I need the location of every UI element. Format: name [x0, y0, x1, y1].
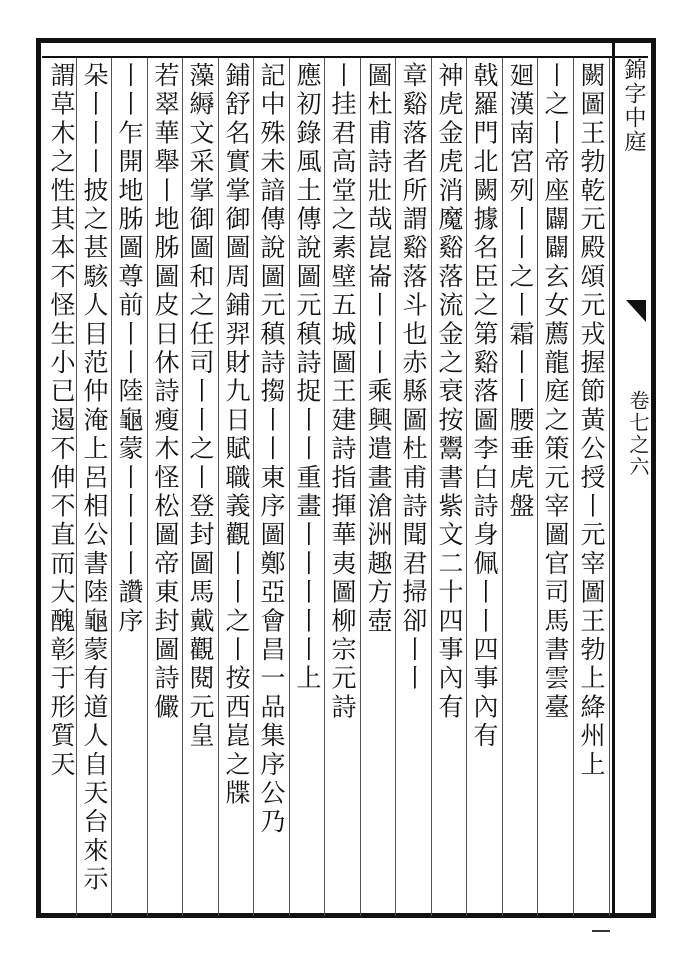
- column-rule: [324, 58, 325, 916]
- column-rule: [537, 58, 538, 916]
- text-column: 戟羅門北闕據名臣之第谿落圖李白詩身佩丨丨四事內有: [470, 62, 499, 751]
- text-column: 若翠華舉丨地胏圖皮日休詩瘦木怪松圖帝東封圖詩儼: [151, 62, 180, 723]
- column-rule: [182, 58, 183, 916]
- text-column: 朵丨丨丨披之甚駭人目范仲淹上呂相公書陸龜蒙有道人自天台來示: [80, 62, 109, 895]
- column-rule: [360, 58, 361, 916]
- folio-mark: [592, 930, 610, 932]
- column-rule: [76, 58, 77, 916]
- page-gutter: [612, 40, 648, 916]
- column-rule: [502, 58, 503, 916]
- text-column: 圖杜甫詩壯哉崑崙丨丨丨乘興遣畫滄洲趣方壺: [364, 62, 393, 636]
- text-column: 藻縟文采掌御圖和之任司丨丨之丨登封圖馬戴觀閱元皇: [186, 62, 215, 751]
- top-rule: [42, 56, 648, 58]
- gutter-title: 錦字中庭: [621, 58, 646, 154]
- column-rule: [147, 58, 148, 916]
- text-column: 記中殊未諳傳說圖元稹詩搊丨丨東序圖鄭亞會昌一品集序公乃: [257, 62, 286, 837]
- column-rule: [289, 58, 290, 916]
- text-column: 丨丨乍開地胏圖尊前丨丨陸龜蒙丨丨丨丨讚序: [115, 62, 144, 636]
- column-rule: [466, 58, 467, 916]
- column-rule: [253, 58, 254, 916]
- text-column: 章谿落者所謂谿落斗也赤縣圖杜甫詩聞君掃卻丨丨: [399, 62, 428, 694]
- column-rule: [395, 58, 396, 916]
- text-column: 丨之丨帝座闢闢玄女薦龍庭之策元宰圖官司馬書雲臺: [541, 62, 570, 723]
- column-rule: [218, 58, 219, 916]
- text-column: 廻漢南宮列丨丨之丨霜丨丨腰垂虎盤: [506, 62, 535, 522]
- text-column: 丨挂君高堂之素壁五城圖王建詩指揮華夷圖柳宗元詩: [328, 62, 357, 723]
- volume-label: 卷七之六: [626, 390, 650, 478]
- fishtail-mark-icon: [626, 300, 646, 322]
- text-column: 神虎金虎消魔谿落流金之衰按鬻書紫文二十四事內有: [435, 62, 464, 723]
- text-column: 闕圖王勃乾元殿頌元戎握節黃公授丨元宰圖王勃上絳州上: [577, 62, 606, 780]
- column-rule: [111, 58, 112, 916]
- column-rule: [431, 58, 432, 916]
- text-column: 謂草木之性其本不怪生小已遏不伸不直而大醜彰于形質天: [47, 62, 76, 780]
- column-rule: [573, 58, 574, 916]
- text-column: 鋪舒名實掌御圖周鋪羿財九日賦職義觀丨丨之丨按西崑之牒: [222, 62, 251, 809]
- text-column: 應初錄風土傳說圖元稹詩捉丨丨重畫丨丨丨丨丨上: [293, 62, 322, 694]
- column-rule: [609, 58, 610, 916]
